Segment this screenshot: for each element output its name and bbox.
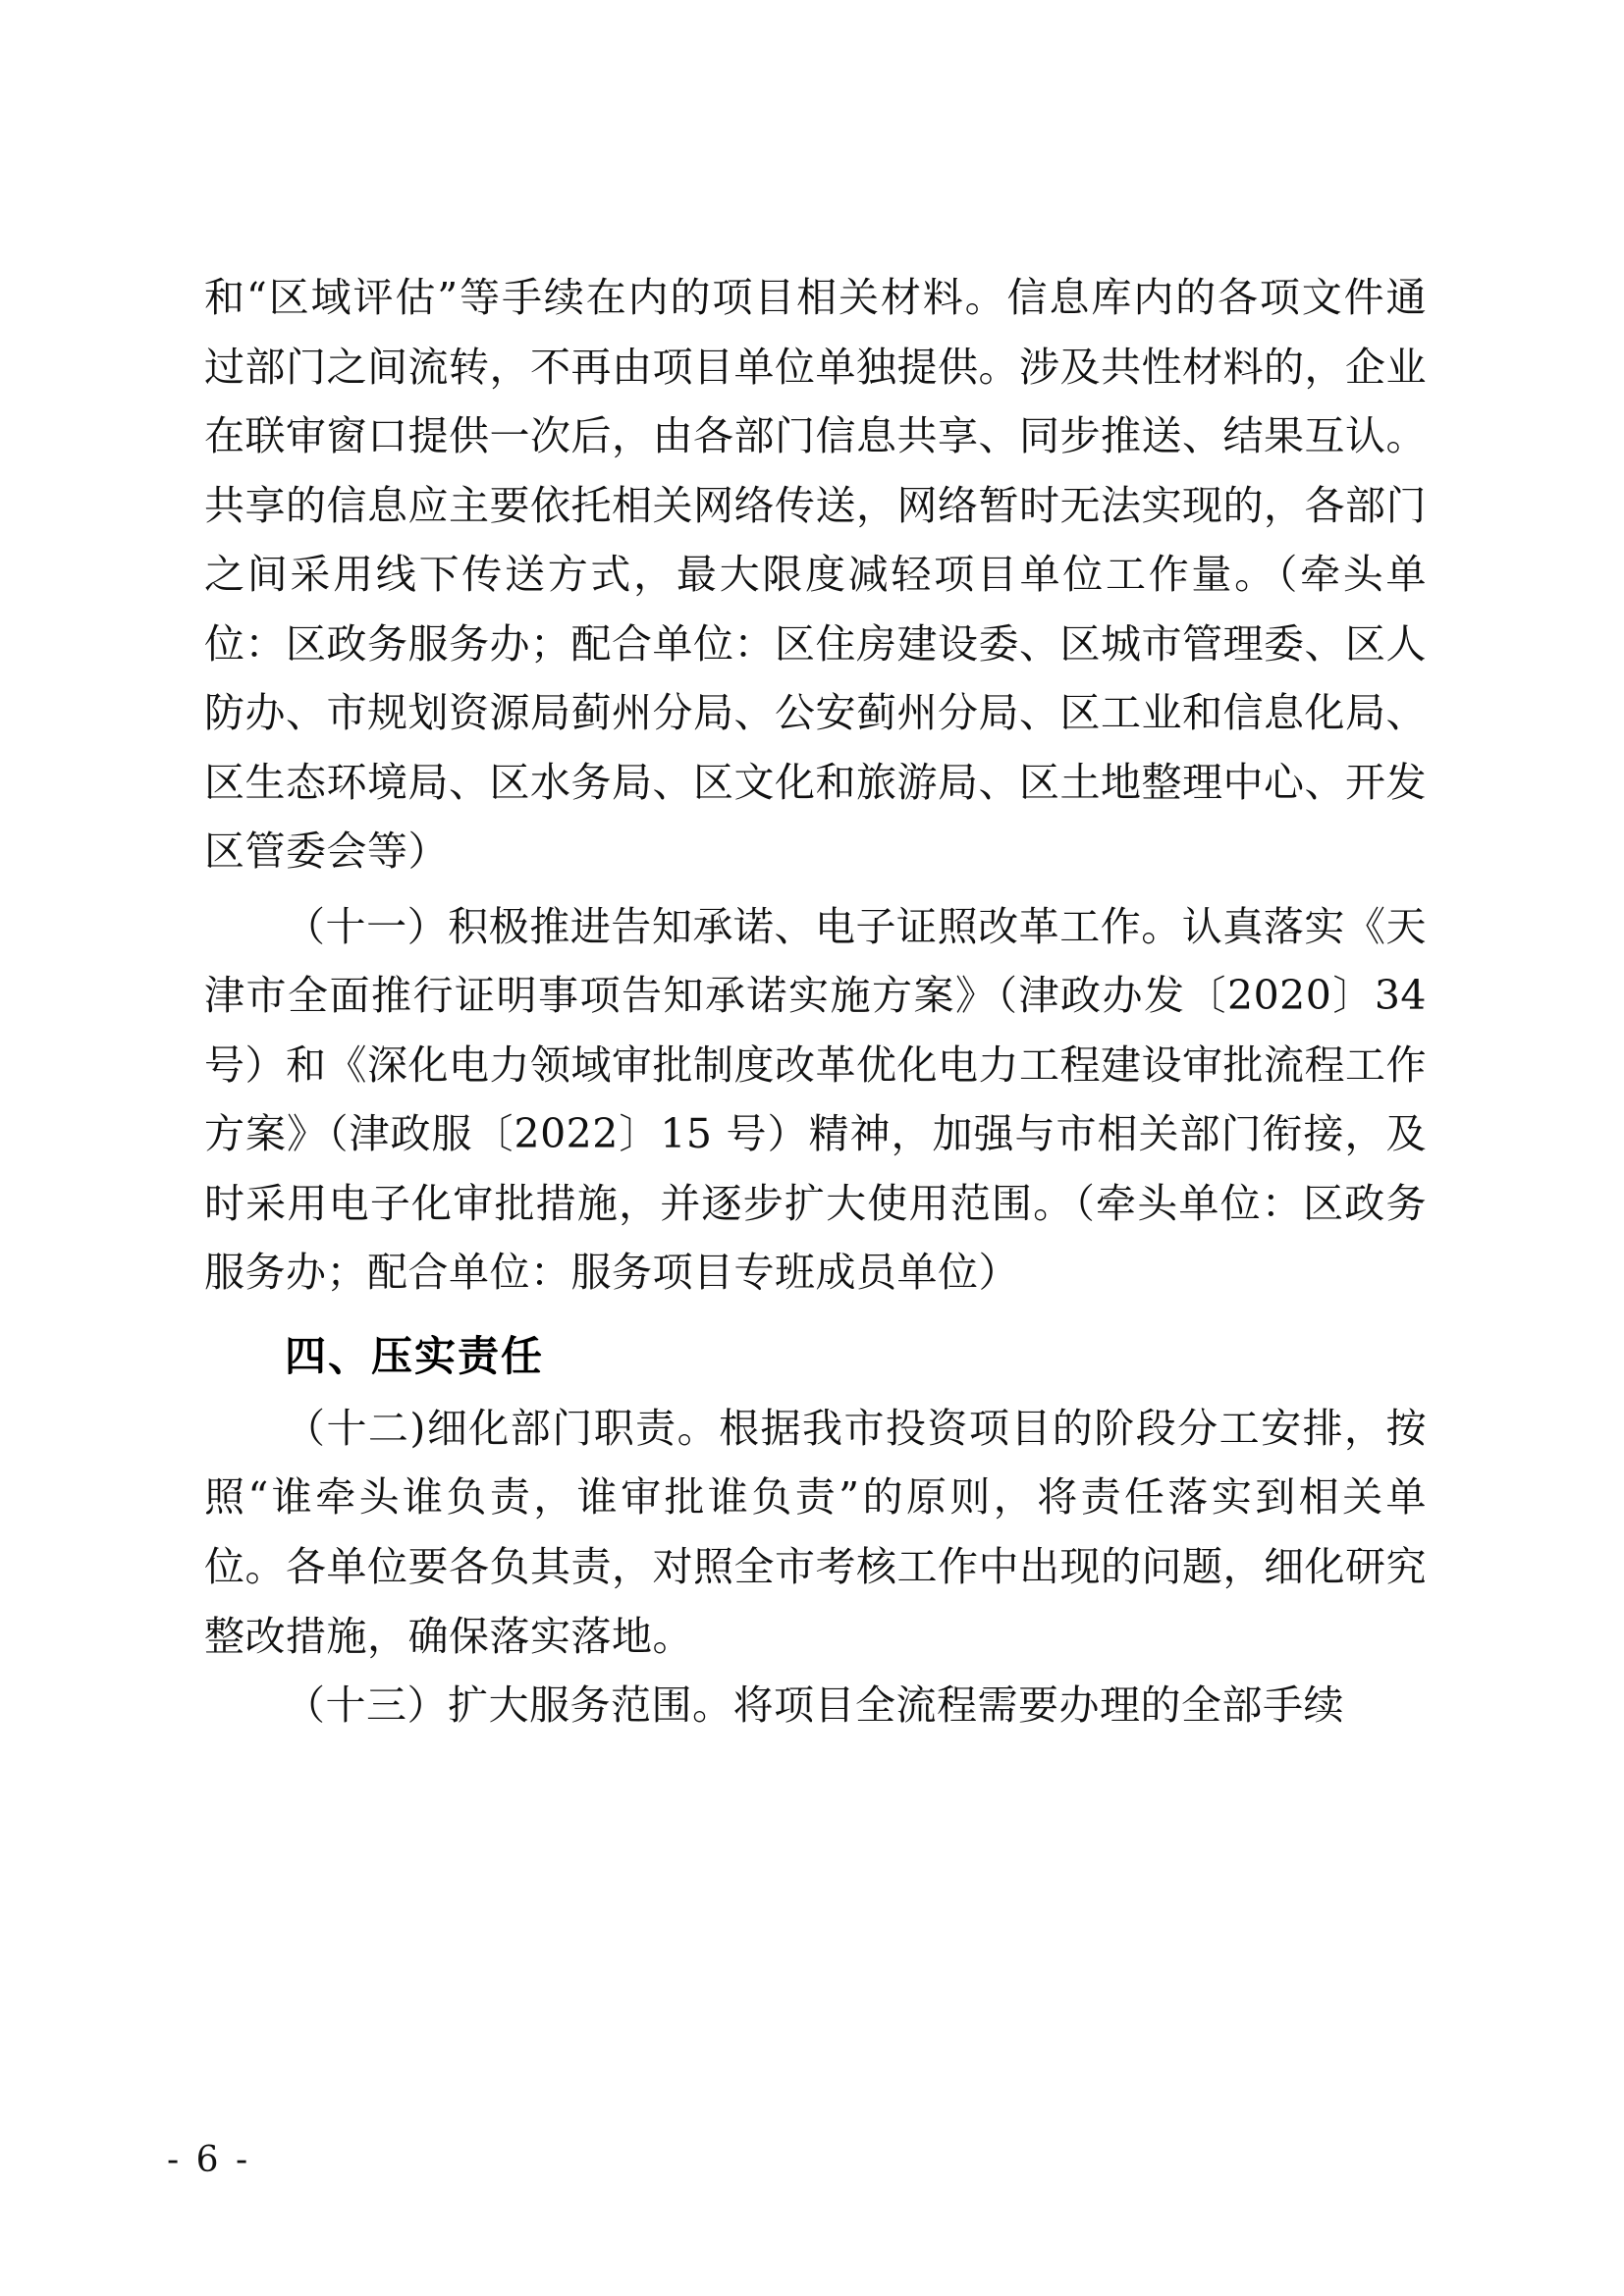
paragraph-item-eleven: （十一）积极推进告知承诺、电子证照改革工作。认真落实《天津市全面推行证明事项告知承诺实施方案》（津政办发〔2020〕34 号）和《深化电力领域审批制度改革优化电力工程建设审批流程工作方案》（津政服〔2022〕15 号）精神，加强与市相关部门衔接，及时采用电子化审批措施，并逐步扩大使用范围。（牵头单位：区政务服务办；配合单位：服务项目专班成员单位） xyxy=(204,902,1427,1297)
page-number: - 6 - xyxy=(167,2140,251,2180)
page-content xyxy=(204,263,1427,1740)
paragraph-item-thirteen: （十三）扩大服务范围。将项目全流程需要办理的全部手续 xyxy=(285,1682,1344,1730)
paragraph-continuation: 和“区域评估”等手续在内的项目相关材料。信息库内的各项文件通过部门之间流转，不再由项目单位单独提供。涉及共性材料的，企业在联审窗口提供一次后，由各部门信息共享、同步推送、结果互认。共享的信息应主要依托相关网络传送，网络暂时无法实现的，各部门之间采用线下传送方式，最大限度减轻项目单位工作量。（牵头单位：区政务服务办；配合单位：区住房建设委、区城市管理委、区人防办、市规划资源局蓟州分局、公安蓟州分局、区工业和信息化局、区生态环境局、区水务局、区文化和旅游局、区土地整理中心、开发区管委会等） xyxy=(204,274,1427,876)
paragraph-item-twelve: （十二)细化部门职责。根据我市投资项目的阶段分工安排，按照“谁牵头谁负责，谁审批谁负责”的原则，将责任落实到相关单位。各单位要各负其责，对照全市考核工作中出现的问题，细化研究整改措施，确保落实落地。 xyxy=(204,1404,1427,1660)
section-heading-four: 四、压实责任 xyxy=(285,1331,545,1380)
